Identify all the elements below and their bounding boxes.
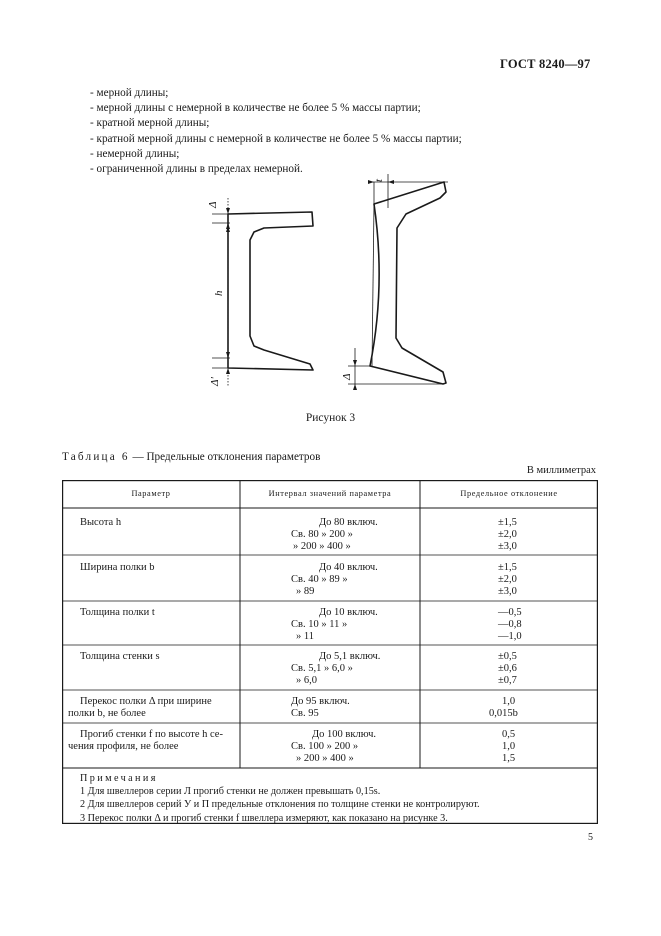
deviation-cell: —0,8 xyxy=(498,619,522,630)
deviation-cell: ±3,0 xyxy=(498,586,517,597)
delta-right-label: Δ xyxy=(341,373,353,380)
deviation-cell: 1,0 xyxy=(502,696,516,707)
interval-cell: До 100 включ. xyxy=(312,729,377,740)
column-header-interval: Интервал значений параметра xyxy=(268,489,392,498)
param-flange-skew-cont: полки b, не более xyxy=(68,708,146,719)
interval-cell: До 95 включ. xyxy=(291,696,350,707)
deviation-cell: 0,5 xyxy=(502,729,516,740)
param-flange-width: Ширина полки b xyxy=(80,562,155,573)
deviation-cell: ±0,7 xyxy=(498,675,517,686)
interval-cell: » 6,0 xyxy=(296,675,317,686)
list-item: - немерной длины; xyxy=(90,147,180,160)
page-number: 5 xyxy=(588,832,593,843)
deviation-cell: ±0,6 xyxy=(498,663,517,674)
param-flange-thickness: Толщина полки t xyxy=(80,607,155,618)
note-item: 2 Для швеллеров серий У и П предельные отклонения по толщине стенки не контролируют. xyxy=(80,799,480,811)
table-units: В миллиметрах xyxy=(526,465,596,476)
table-title xyxy=(62,451,320,463)
interval-cell: » 200 » 400 » xyxy=(296,753,354,764)
figure-3-drawing xyxy=(200,168,460,398)
deviation-cell: 0,015b xyxy=(489,708,518,719)
param-web-deflection-cont: чения профиля, не более xyxy=(68,741,179,752)
interval-cell: » 200 » 400 » xyxy=(293,541,351,552)
t-dimension-label: t xyxy=(373,178,385,182)
figure-caption: Рисунок 3 xyxy=(305,412,356,424)
column-header-deviation: Предельное отклонение xyxy=(460,489,558,498)
interval-cell: До 5,1 включ. xyxy=(319,651,381,662)
interval-cell: » 11 xyxy=(296,631,314,642)
channel-profile-left xyxy=(228,212,313,370)
column-header-parameter: Параметр xyxy=(131,489,171,498)
deviation-cell: ±1,5 xyxy=(498,517,517,528)
list-item: - кратной мерной длины; xyxy=(90,117,210,130)
note-item: 3 Перекос полки Δ и прогиб стенки f швеллера измеряют, как показано на рисунке 3. xyxy=(80,812,448,824)
channel-profile-right xyxy=(370,182,446,384)
deviation-cell: 1,0 xyxy=(502,741,516,752)
notes-title: Примечания xyxy=(80,773,158,784)
table-title-text: — Предельные отклонения параметров xyxy=(129,451,321,463)
deviation-cell: —1,0 xyxy=(498,631,522,642)
table-number: Таблица 6 xyxy=(62,451,130,463)
deviation-cell: 1,5 xyxy=(502,753,516,764)
interval-cell: Св. 40 » 89 » xyxy=(291,574,348,585)
deviation-cell: —0,5 xyxy=(498,607,522,618)
param-height: Высота h xyxy=(80,517,122,528)
interval-cell: До 10 включ. xyxy=(319,607,378,618)
deviation-cell: ±1,5 xyxy=(498,562,517,573)
interval-cell: » 89 xyxy=(296,586,315,597)
interval-cell: Св. 95 xyxy=(291,708,319,719)
list-item: - мерной длины с немерной в количестве не более 5 % массы партии; xyxy=(90,102,421,115)
deviation-cell: ±2,0 xyxy=(498,574,517,585)
list-item: - ограниченной длины в пределах немерной. xyxy=(90,163,303,176)
interval-cell: Св. 5,1 » 6,0 » xyxy=(291,663,353,674)
deviation-cell: ±2,0 xyxy=(498,529,517,540)
delta-prime-label: Δ' xyxy=(209,377,221,386)
interval-cell: Св. 10 » 11 » xyxy=(291,619,348,630)
param-web-thickness: Толщина стенки s xyxy=(80,651,160,662)
delta-top-label: Δ xyxy=(207,201,219,208)
list-item: - кратной мерной длины с немерной в количестве не более 5 % массы партии; xyxy=(90,132,462,145)
deviation-cell: ±0,5 xyxy=(498,651,517,662)
list-item: - мерной длины; xyxy=(90,87,169,99)
interval-cell: Св. 80 » 200 » xyxy=(291,529,353,540)
deviation-cell: ±3,0 xyxy=(498,541,517,552)
h-dimension-label: h xyxy=(213,290,225,296)
interval-cell: Св. 100 » 200 » xyxy=(291,741,359,752)
interval-cell: До 80 включ. xyxy=(319,517,378,528)
param-flange-skew: Перекос полки Δ при ширине xyxy=(80,696,212,707)
param-web-deflection: Прогиб стенки f по высоте h се- xyxy=(80,729,223,740)
interval-cell: До 40 включ. xyxy=(319,562,378,573)
table-notes xyxy=(80,772,480,825)
delivery-length-list xyxy=(90,86,462,177)
note-item: 1 Для швеллеров серии Л прогиб стенки не должен превышать 0,15s. xyxy=(80,786,381,798)
standard-number: ГОСТ 8240—97 xyxy=(500,57,591,71)
